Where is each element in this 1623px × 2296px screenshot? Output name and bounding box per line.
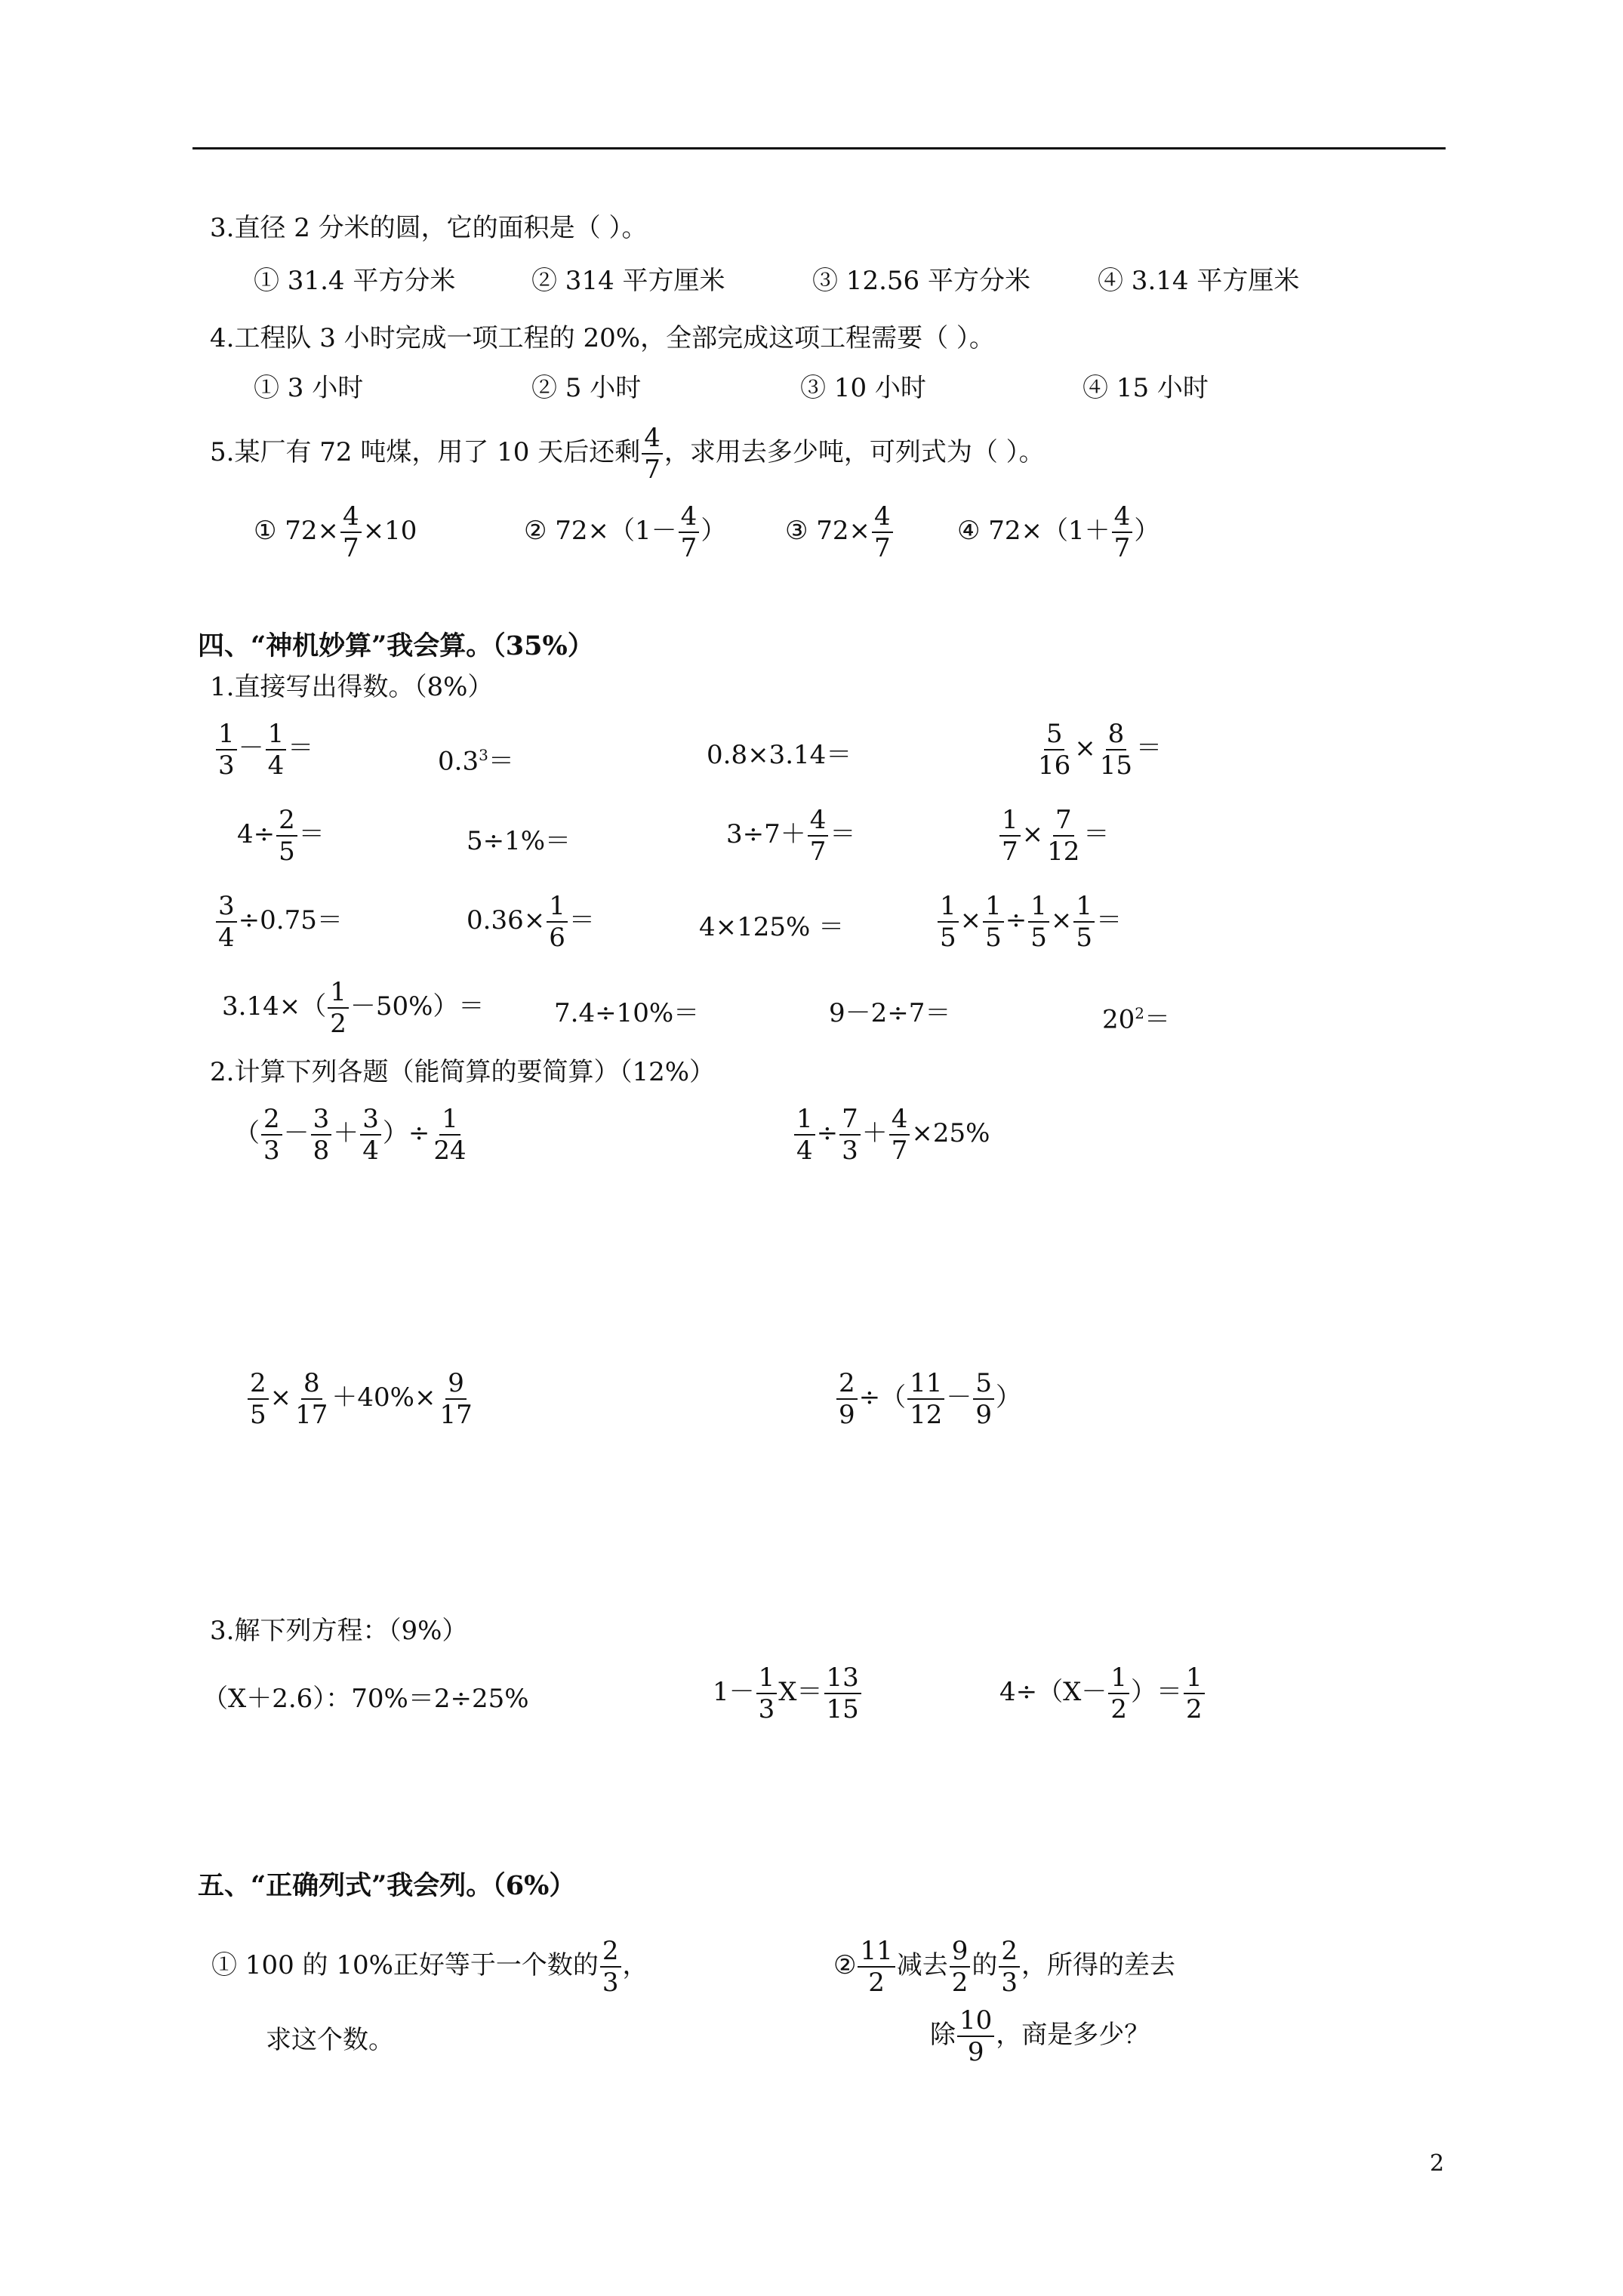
numerator: 5 — [973, 1368, 994, 1400]
mental-b3 — [726, 805, 855, 867]
equation-3 — [999, 1663, 1206, 1724]
q3-stem: 3.直径 2 分米的圆，它的面积是（ ）。 — [210, 213, 648, 243]
word-problem-2 — [833, 1936, 1175, 1998]
math-text: ＋ — [861, 1118, 888, 1148]
numerator: 1 — [439, 1104, 460, 1136]
math-text: ）÷ — [382, 1118, 430, 1148]
fraction — [216, 891, 237, 953]
fraction — [836, 1368, 858, 1430]
math-text: 4÷ — [237, 819, 276, 849]
fraction — [999, 1936, 1020, 1998]
math-text: ） — [1134, 516, 1160, 546]
fraction — [340, 501, 362, 563]
denominator: 4 — [796, 1136, 813, 1166]
numerator: 1 — [547, 891, 568, 923]
fraction — [872, 501, 893, 563]
denominator: 17 — [439, 1400, 473, 1430]
q4-option-2: ② 5 小时 — [531, 373, 642, 403]
math-text: ＝ — [288, 733, 314, 763]
fraction — [360, 1104, 381, 1166]
numerator: 1 — [938, 891, 959, 923]
mental-a1 — [214, 719, 313, 781]
denominator: 24 — [433, 1136, 467, 1166]
fraction — [642, 423, 663, 485]
math-text: ② 72×（1－ — [524, 516, 677, 546]
denominator: 5 — [279, 837, 295, 867]
math-text: ＝ — [1136, 733, 1163, 763]
math-text: ＝ — [1096, 905, 1123, 935]
calc-1 — [234, 1104, 470, 1166]
denominator: 7 — [343, 533, 359, 563]
fraction — [293, 1368, 330, 1430]
mental-c3: 4×125% ＝ — [699, 912, 845, 942]
denominator: 8 — [313, 1136, 330, 1166]
fraction — [1098, 719, 1135, 781]
fraction — [808, 805, 829, 867]
numerator: 8 — [1106, 719, 1127, 750]
fraction — [311, 1104, 332, 1166]
fraction — [328, 977, 349, 1039]
denominator: 7 — [1002, 837, 1018, 867]
math-text: 0.3 — [438, 746, 479, 777]
math-text: ×25% — [911, 1118, 990, 1148]
numerator: 5 — [1044, 719, 1065, 750]
denominator: 5 — [1076, 923, 1093, 953]
word-problem-1-cont: 求这个数。 — [266, 2025, 394, 2055]
q5-stem — [210, 423, 1045, 485]
fraction — [266, 719, 287, 781]
math-text: ×10 — [362, 516, 417, 546]
mental-d2: 7.4÷10%＝ — [554, 998, 700, 1028]
math-text: 4÷（X－ — [999, 1677, 1107, 1707]
math-text: ＝ — [568, 905, 595, 935]
math-text: 20 — [1102, 1004, 1135, 1035]
fraction — [1073, 891, 1095, 953]
math-text: X＝ — [778, 1677, 823, 1707]
fraction — [600, 1936, 621, 1998]
part-3-title: 3.解下列方程：（9%） — [210, 1616, 468, 1646]
denominator: 7 — [891, 1136, 908, 1166]
denominator: 5 — [940, 923, 956, 953]
math-text: ② — [833, 1950, 857, 1980]
denominator: 5 — [1030, 923, 1047, 953]
fraction — [547, 891, 568, 953]
math-text: ÷ — [1005, 905, 1027, 935]
mental-d3: 9－2÷7＝ — [829, 998, 951, 1028]
fraction — [950, 1936, 971, 1998]
numerator: 4 — [808, 805, 829, 837]
denominator: 4 — [218, 923, 235, 953]
numerator: 3 — [360, 1104, 381, 1136]
fraction — [983, 891, 1004, 953]
math-text: × — [1050, 905, 1073, 935]
q3-option-2: ② 314 平方厘米 — [531, 266, 725, 296]
fraction — [431, 1104, 468, 1166]
denominator: 5 — [985, 923, 1002, 953]
q4-option-1: ① 3 小时 — [254, 373, 364, 403]
numerator: 2 — [836, 1368, 858, 1400]
numerator: 2 — [600, 1936, 621, 1968]
math-text: － — [238, 733, 264, 763]
numerator: 2 — [248, 1368, 269, 1400]
q5-option-3 — [785, 501, 895, 563]
numerator: 9 — [445, 1368, 467, 1400]
calc-2 — [793, 1104, 990, 1166]
math-text: 1－ — [713, 1677, 755, 1707]
fraction — [824, 1663, 861, 1724]
fraction — [1108, 1663, 1129, 1724]
math-text: ，商是多少？ — [996, 2020, 1150, 2050]
math-text: ÷ — [816, 1118, 839, 1148]
denominator: 15 — [1099, 750, 1133, 781]
numerator: 10 — [957, 2005, 994, 2037]
denominator: 16 — [1038, 750, 1071, 781]
math-text: ＝ — [488, 746, 514, 777]
equation-2 — [713, 1663, 863, 1724]
numerator: 1 — [266, 719, 287, 750]
numerator: 1 — [1184, 1663, 1205, 1694]
numerator: 2 — [261, 1104, 282, 1136]
numerator: 7 — [839, 1104, 861, 1136]
numerator: 1 — [1073, 891, 1095, 923]
numerator: 8 — [301, 1368, 322, 1400]
superscript: 2 — [1135, 1004, 1144, 1022]
denominator: 4 — [362, 1136, 379, 1166]
math-text: ÷（ — [858, 1382, 907, 1413]
numerator: 1 — [794, 1104, 815, 1136]
fraction — [889, 1104, 910, 1166]
denominator: 3 — [758, 1694, 775, 1724]
mental-b1 — [237, 805, 325, 867]
numerator: 4 — [1112, 501, 1133, 533]
denominator: 7 — [1113, 533, 1131, 563]
math-text: 的 — [972, 1950, 998, 1980]
part-1-title: 1.直接写出得数。（8%） — [210, 672, 494, 702]
fraction — [756, 1663, 778, 1724]
q3-option-4: ④ 3.14 平方厘米 — [1098, 266, 1300, 296]
denominator: 2 — [951, 1968, 969, 1998]
part-2-title: 2.计算下列各题（能简算的要简算）（12%） — [210, 1057, 716, 1087]
numerator: 4 — [340, 501, 362, 533]
numerator: 11 — [858, 1936, 895, 1968]
denominator: 2 — [868, 1968, 885, 1998]
fraction — [1036, 719, 1073, 781]
math-text: － — [283, 1118, 310, 1148]
fraction — [1045, 805, 1082, 867]
fraction — [248, 1368, 269, 1430]
page-number: 2 — [1430, 2150, 1445, 2177]
numerator: 1 — [1108, 1663, 1129, 1694]
denominator: 5 — [250, 1400, 266, 1430]
calc-4 — [835, 1368, 1021, 1430]
fraction — [1184, 1663, 1205, 1724]
math-text: ，所得的差去 — [1021, 1950, 1176, 1980]
numerator: 1 — [999, 805, 1021, 837]
section-5-title: 五、“正确列式”我会列。（6%） — [198, 1870, 576, 1901]
section-4-title: 四、“神机妙算”我会算。（35%） — [198, 630, 594, 661]
math-text: ① 100 的 10%正好等于一个数的 — [211, 1950, 599, 1980]
denominator: 3 — [842, 1136, 858, 1166]
calc-3 — [246, 1368, 476, 1430]
math-text: ， — [622, 1950, 648, 1980]
denominator: 2 — [1110, 1694, 1127, 1724]
math-text: ＝ — [298, 819, 325, 849]
math-text: ） — [701, 516, 727, 546]
q4-option-4: ④ 15 小时 — [1083, 373, 1209, 403]
fraction — [907, 1368, 944, 1430]
header-rule — [192, 147, 1446, 149]
denominator: 7 — [809, 837, 827, 867]
fraction — [437, 1368, 474, 1430]
numerator: 13 — [824, 1663, 861, 1694]
denominator: 7 — [680, 533, 698, 563]
denominator: 9 — [839, 1400, 855, 1430]
math-text: ＝ — [830, 819, 856, 849]
denominator: 17 — [295, 1400, 328, 1430]
fraction — [839, 1104, 861, 1166]
denominator: 6 — [549, 923, 565, 953]
q3-option-1: ① 31.4 平方分米 — [254, 266, 456, 296]
math-text: ＋ — [333, 1118, 359, 1148]
superscript: 3 — [479, 746, 488, 764]
equation-1: （X＋2.6）：70%＝2÷25% — [202, 1684, 529, 1714]
math-text: 除 — [930, 2020, 956, 2050]
numerator: 9 — [950, 1936, 971, 1968]
math-text: ，求用去多少吨，可列式为（ ）。 — [664, 437, 1045, 467]
math-text: ④ 72×（1＋ — [957, 516, 1110, 546]
math-text: 0.36× — [467, 905, 546, 935]
numerator: 3 — [311, 1104, 332, 1136]
fraction — [938, 891, 959, 953]
denominator: 3 — [602, 1968, 619, 1998]
mental-b4 — [998, 805, 1109, 867]
q3-option-3: ③ 12.56 平方分米 — [812, 266, 1030, 296]
denominator: 7 — [644, 455, 661, 485]
fraction — [999, 805, 1021, 867]
q5-option-2 — [524, 501, 726, 563]
denominator: 4 — [267, 750, 285, 781]
fraction — [679, 501, 700, 563]
math-text: ÷0.75＝ — [238, 905, 343, 935]
fraction — [973, 1368, 994, 1430]
mental-c2 — [467, 891, 595, 953]
math-text: ＝ — [1083, 819, 1110, 849]
mental-d4 — [1102, 998, 1170, 1034]
math-text: ＝ — [1144, 1004, 1170, 1035]
numerator: 4 — [872, 501, 893, 533]
math-text: 减去 — [896, 1950, 948, 1980]
math-text: 3÷7＋ — [726, 819, 806, 849]
denominator: 3 — [263, 1136, 280, 1166]
denominator: 12 — [1047, 837, 1080, 867]
mental-a3: 0.8×3.14＝ — [707, 740, 852, 770]
denominator: 3 — [1001, 1968, 1018, 1998]
numerator: 1 — [216, 719, 237, 750]
numerator: 4 — [642, 423, 663, 455]
denominator: 7 — [874, 533, 891, 563]
mental-a2 — [438, 740, 514, 776]
fraction — [957, 2005, 994, 2067]
math-text: － — [946, 1382, 972, 1413]
denominator: 15 — [826, 1694, 859, 1724]
q5-option-4 — [957, 501, 1160, 563]
math-text: －50%）＝ — [350, 991, 485, 1022]
numerator: 4 — [889, 1104, 910, 1136]
numerator: 11 — [907, 1368, 944, 1400]
fraction — [216, 719, 237, 781]
numerator: 2 — [999, 1936, 1020, 1968]
math-text: ③ 72× — [785, 516, 871, 546]
numerator: 1 — [328, 977, 349, 1009]
mental-d1 — [222, 977, 484, 1039]
math-text: ） — [996, 1382, 1022, 1413]
math-text: × — [1074, 733, 1096, 763]
word-problem-1 — [211, 1936, 648, 1998]
math-text: 3.14×（ — [222, 991, 327, 1022]
denominator: 2 — [1185, 1694, 1203, 1724]
mental-b2: 5÷1%＝ — [467, 826, 571, 856]
numerator: 7 — [1053, 805, 1074, 837]
fraction — [1112, 501, 1133, 563]
mental-c4 — [936, 891, 1122, 953]
denominator: 3 — [218, 750, 235, 781]
numerator: 4 — [679, 501, 700, 533]
denominator: 9 — [975, 1400, 993, 1430]
mental-a4 — [1034, 719, 1162, 781]
q5-option-1 — [254, 501, 417, 563]
math-text: ）＝ — [1130, 1677, 1182, 1707]
math-text: × — [959, 905, 982, 935]
math-text: × — [1021, 819, 1044, 849]
fraction — [858, 1936, 895, 1998]
q4-stem: 4.工程队 3 小时完成一项工程的 20%，全部完成这项工程需要（ ）。 — [210, 323, 995, 353]
q4-option-3: ③ 10 小时 — [800, 373, 926, 403]
denominator: 9 — [967, 2037, 984, 2067]
numerator: 1 — [1028, 891, 1049, 923]
math-text: （ — [234, 1118, 260, 1148]
numerator: 1 — [756, 1663, 778, 1694]
numerator: 2 — [276, 805, 297, 837]
denominator: 2 — [330, 1009, 346, 1039]
math-text: ＋40%× — [331, 1382, 436, 1413]
numerator: 3 — [216, 891, 237, 923]
math-text: ① 72× — [254, 516, 340, 546]
fraction — [1028, 891, 1049, 953]
numerator: 1 — [983, 891, 1004, 923]
mental-c1 — [214, 891, 343, 953]
fraction — [794, 1104, 815, 1166]
denominator: 12 — [910, 1400, 943, 1430]
word-problem-2-cont — [930, 2005, 1150, 2067]
fraction — [261, 1104, 282, 1166]
math-text: 5.某厂有 72 吨煤，用了 10 天后还剩 — [210, 437, 641, 467]
math-text: × — [269, 1382, 292, 1413]
fraction — [276, 805, 297, 867]
